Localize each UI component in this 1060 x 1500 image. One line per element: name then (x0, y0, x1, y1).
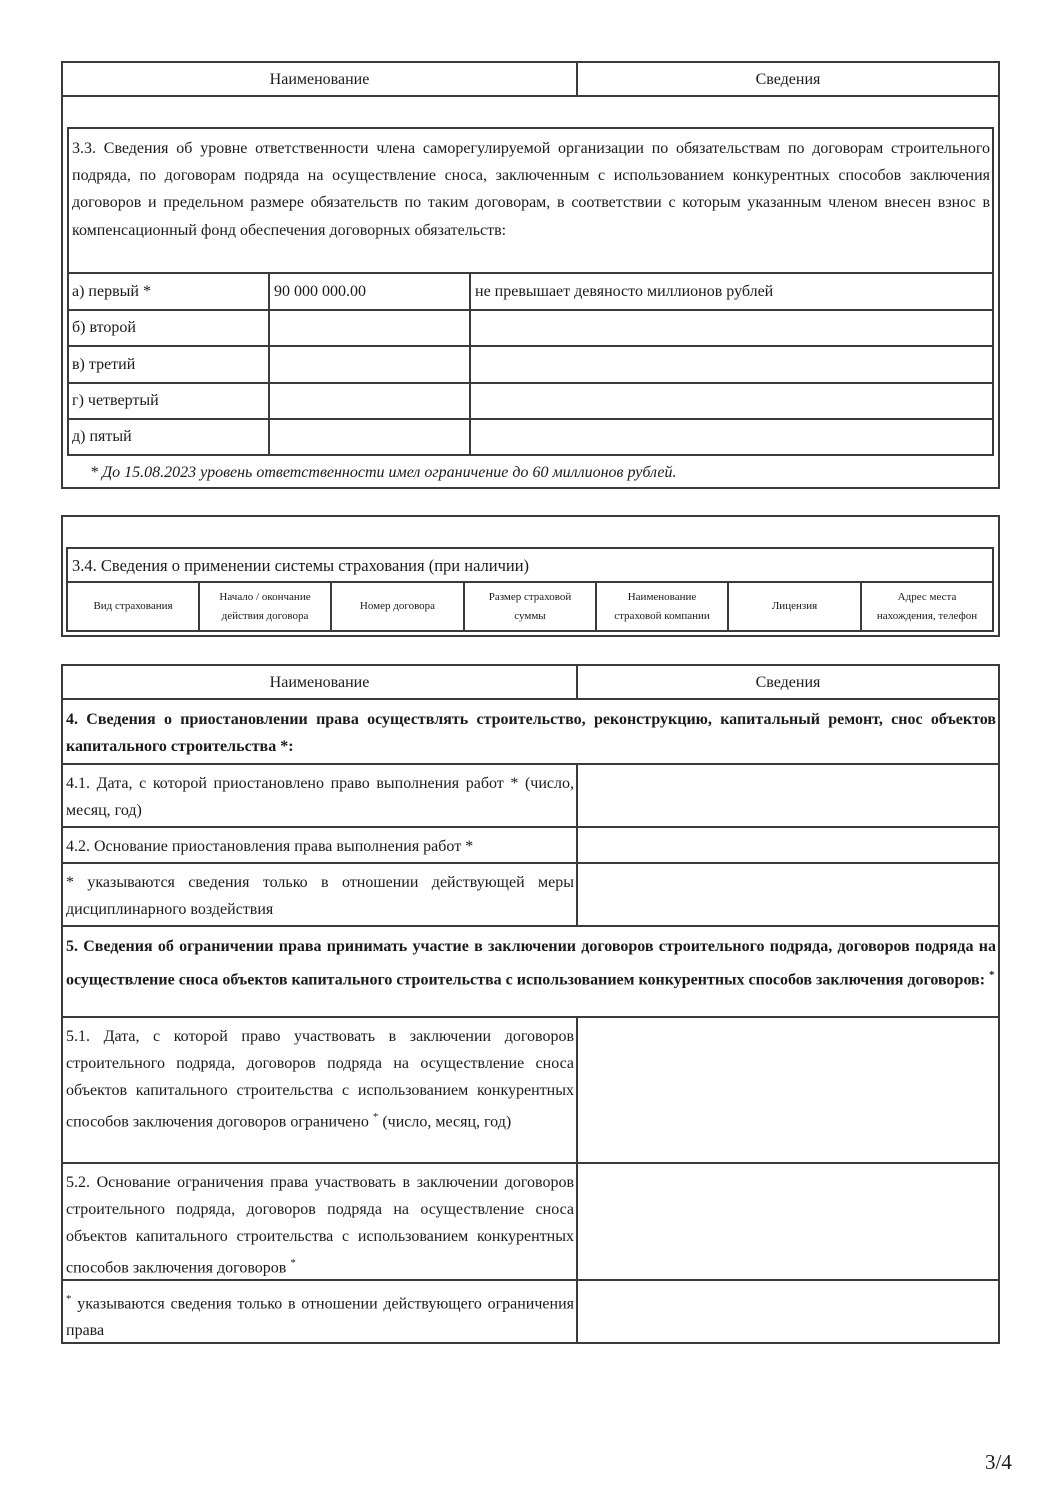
row-5-1-date-hint: (число, месяц, год) (382, 1113, 512, 1131)
row-5-2-text: 5.2. Основание ограничения права участвовать в заключении договоров строительного подряда, договоров подряда на осуществление сноса объектов капитального строительства с использованием конкурентных способов заключения договоров (66, 1174, 574, 1277)
footnote-mark: * (989, 969, 995, 981)
col-header-contract-period (200, 583, 330, 630)
col-header-line1: Наименование (627, 590, 697, 603)
row-5-1-text: 5.1. Дата, с которой право участвовать в заключении договоров строительного подряда, договоров подряда на осуществление сноса объектов капитального строительства с использованием конкурентных способов заключения договоров ограничено (66, 1028, 574, 1131)
row-divider (61, 925, 1000, 927)
col-header-address (862, 583, 992, 630)
amount-cell: 90 000 000.00 (274, 282, 366, 300)
header-name: Наименование (269, 70, 370, 88)
row-5-2-label (66, 1169, 574, 1281)
row-divider (61, 698, 1000, 700)
row-5-note-text: указываются сведения только в отношении действующего ограничения права (66, 1295, 575, 1340)
row-divider (61, 826, 1000, 828)
footnote-mark: * (66, 1293, 72, 1305)
col-header-insurance-type (68, 583, 198, 630)
amount-cell (270, 347, 468, 382)
header-info: Сведения (755, 70, 821, 88)
col-divider (576, 1016, 578, 1344)
col-header-insurer-name (597, 583, 727, 630)
footnote-mark: * (372, 1111, 379, 1123)
description-cell (471, 420, 991, 454)
col-header-line2: действия договора (221, 609, 309, 622)
footnote-mark: * (290, 1257, 296, 1269)
row-divider (61, 1016, 1000, 1018)
row-divider (61, 862, 1000, 864)
col-header-line2: суммы (514, 609, 546, 622)
description-cell (471, 311, 991, 345)
description-cell (471, 384, 991, 418)
level-cell: д) пятый (72, 428, 132, 445)
col-header-contract-number (332, 583, 463, 630)
page-number: 3/4 (985, 1450, 1012, 1474)
col-divider (576, 763, 578, 926)
row-5-1-label (66, 1023, 574, 1135)
liability-footnote: * До 15.08.2023 уровень ответственности имел ограничение до 60 миллионов рублей. (90, 464, 677, 481)
section-5-title (66, 933, 996, 994)
section-3-3-title: 3.3. Сведения об уровне ответственности члена саморегулируемой организации по обязательствам по договорам строительного подряда, по договорам подряда на осуществление сноса, заключенным с использованием конкурентных способов заключения договоров и предельном размере обязательств по таким договорам, в соответствии с которым указанным членом внесен взнос в компенсационный фонд обеспечения договорных обязательств: (72, 140, 990, 239)
header-name: Наименование (269, 673, 370, 691)
level-cell: б) второй (72, 319, 136, 336)
description-cell (471, 347, 991, 382)
section-4-title: 4. Сведения о приостановлении права осуществлять строительство, реконструкцию, капитальный ремонт, снос объектов капитального строительства *: (66, 711, 996, 755)
amount-cell (270, 311, 468, 345)
col-header-line1: Адрес места (897, 590, 957, 603)
col-header-line2: нахождения, телефон (876, 609, 978, 622)
section-5-title-text: 5. Сведения об ограничении права принимать участие в заключении договоров строительного подряда, договоров подряда на осуществление сноса объектов капитального строительства с использованием конкурентных способов заключения договоров: (66, 938, 996, 989)
row-4-note-label: * указываются сведения только в отношении действующей меры дисциплинарного воздействия (66, 874, 574, 918)
col-header-line1: Вид страхования (93, 600, 173, 612)
col-header-line1: Начало / окончание (219, 590, 311, 603)
row-4-2-label: 4.2. Основание приостановления права выполнения работ * (66, 838, 474, 855)
col-header-line1: Номер договора (359, 600, 436, 612)
col-header-line2: страховой компании (614, 609, 710, 622)
amount-cell (270, 384, 468, 418)
row-4-1-label: 4.1. Дата, с которой приостановлено право выполнения работ * (число, месяц, год) (66, 775, 574, 819)
col-header-insured-sum (465, 583, 595, 630)
description-cell: не превышает девяносто миллионов рублей (475, 282, 774, 300)
header-divider (61, 95, 1000, 97)
header-info: Сведения (755, 673, 821, 691)
row-divider (61, 1162, 1000, 1164)
level-cell: г) четвертый (72, 392, 159, 409)
amount-cell (270, 420, 468, 454)
col-header-license (729, 583, 860, 630)
col-header-line1: Лицензия (771, 600, 818, 612)
row-divider (61, 763, 1000, 765)
level-cell: в) третий (72, 355, 136, 373)
col-header-line1: Размер страховой (488, 590, 572, 603)
section-3-4-title: 3.4. Сведения о применении системы страхования (при наличии) (72, 555, 530, 575)
row-5-note-label (66, 1286, 574, 1344)
level-cell: а) первый * (72, 282, 151, 300)
